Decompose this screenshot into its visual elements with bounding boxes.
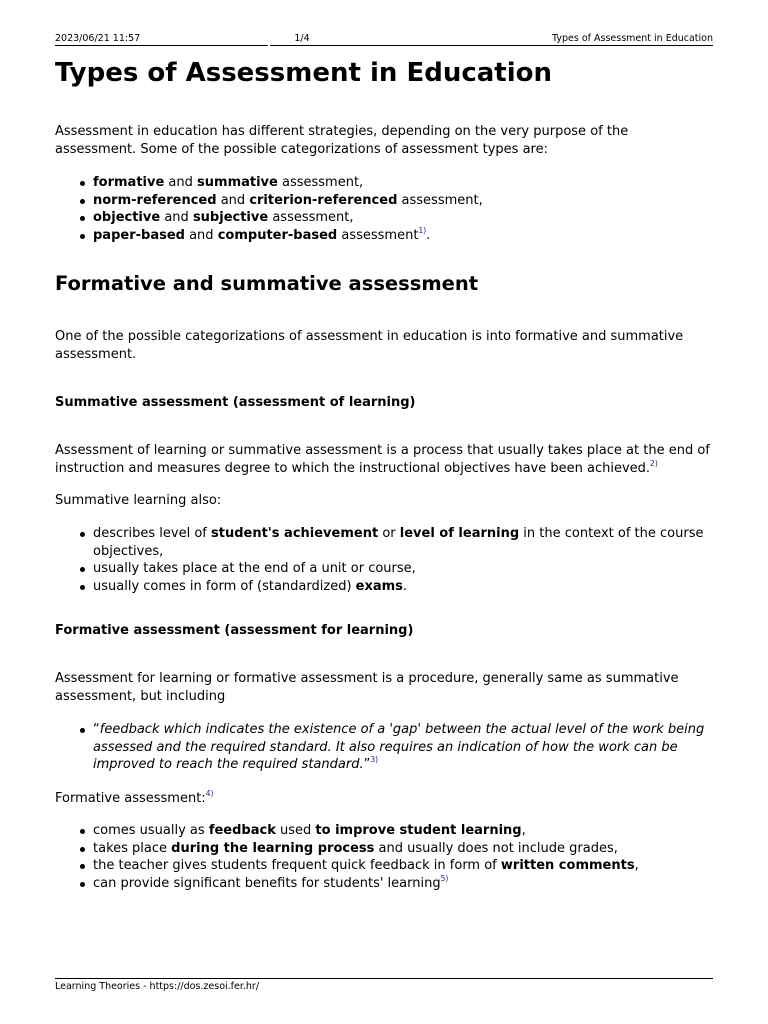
formative-list [55, 822, 713, 892]
footnote-link[interactable]: 4) [205, 789, 214, 798]
list-item: usually takes place at the end of a unit or course, [55, 560, 713, 578]
assessment-types-list [55, 174, 713, 244]
header-page-number: 1/4 [294, 33, 310, 44]
footnote-link[interactable]: 5) [440, 873, 449, 883]
intro-paragraph: Assessment in education has different strategies, depending on the very purpose of the assessment. Some of the possible categorizations of assessment types are: [55, 124, 629, 157]
footer-text: Learning Theories - https://dos.zesoi.fer.hr/ [55, 981, 260, 992]
section-paragraph: One of the possible categorizations of assessment in education is into formative and summative assessment. [55, 329, 684, 362]
list-item: describes level of student's achievement or level of learning in the context of the course objectives, [55, 525, 713, 560]
list-item: usually comes in form of (standardized) exams. [55, 578, 713, 596]
page-title: Types of Assessment in Education [55, 58, 552, 88]
header-rule [55, 45, 713, 46]
summative-lead: Summative learning also: [55, 493, 222, 508]
page-header [55, 32, 713, 45]
formative-heading: Formative assessment (assessment for learning) [55, 623, 414, 638]
list-item: objective and subjective assessment, [55, 209, 713, 227]
summative-list [55, 525, 713, 595]
formative-paragraph: Assessment for learning or formative assessment is a procedure, generally same as summative assessment, but including [55, 671, 679, 704]
list-item: norm-referenced and criterion-referenced assessment, [55, 192, 713, 210]
footnote-link[interactable]: 1) [418, 225, 427, 235]
list-item: formative and summative assessment, [55, 174, 713, 192]
page-footer [55, 978, 713, 993]
list-item: can provide significant benefits for students' learning$^{5)}$ [55, 875, 713, 893]
section-heading: Formative and summative assessment [55, 272, 479, 295]
footnote-link[interactable]: 2) [650, 458, 658, 468]
list-item: “feedback which indicates the existence of a 'gap' between the actual level of the work being assessed and the required standard. It also requires an indication of how the work can be improved to reach the required standard.”$^{3)}$ [55, 721, 713, 774]
list-item: comes usually as feedback used to improve student learning, [55, 822, 713, 840]
header-doc-title: Types of Assessment in Education [552, 33, 713, 44]
list-item: the teacher gives students frequent quick feedback in form of written comments, [55, 857, 713, 875]
summative-heading: Summative assessment (assessment of learning) [55, 395, 416, 410]
footnote-link[interactable]: 3) [370, 755, 379, 764]
summative-paragraph: Assessment of learning or summative assessment is a process that usually takes place at the end of instruction and measures degree to which the instructional objectives have been achieved.$^{2)}$ [55, 443, 710, 476]
list-item: paper-based and computer-based assessment$^{1)}$. [55, 227, 713, 245]
header-datetime: 2023/06/21 11:57 [55, 33, 141, 44]
formative-lead: Formative assessment:$^{4)}$ [55, 789, 214, 806]
list-item: takes place during the learning process and usually does not include grades, [55, 840, 713, 858]
formative-quote-list [55, 721, 713, 774]
